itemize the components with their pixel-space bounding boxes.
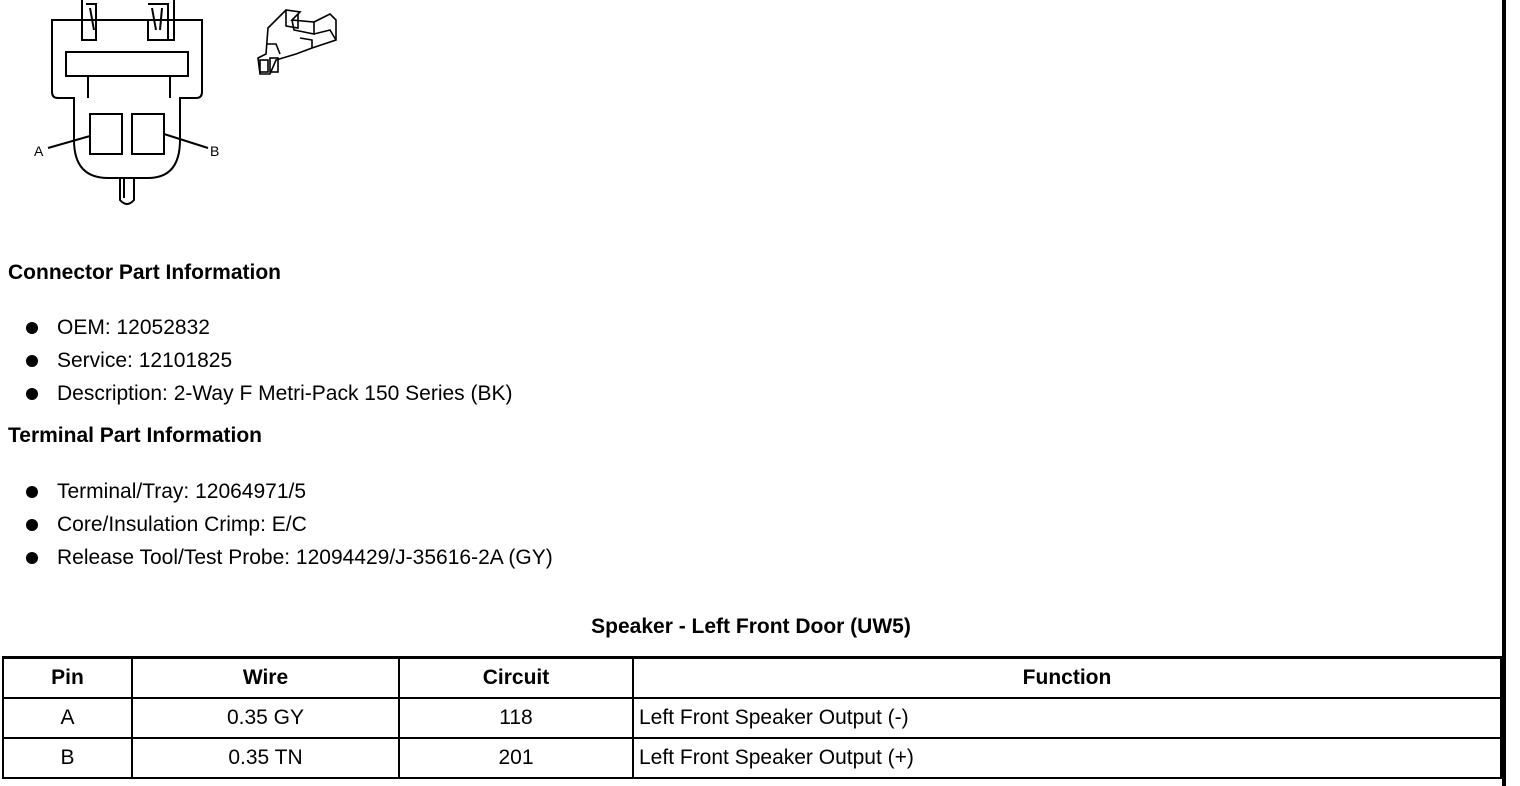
list-item — [24, 508, 553, 541]
bullet-icon — [26, 322, 38, 334]
cell-circuit: 118 — [399, 698, 633, 738]
connector-part-info-list — [24, 311, 513, 410]
list-item-text: Release Tool/Test Probe: 12094429/J-35616-2A (GY) — [57, 546, 553, 569]
header-wire: Wire — [132, 658, 399, 699]
bullet-icon — [26, 486, 38, 498]
cell-pin: A — [3, 698, 132, 738]
bullet-icon — [26, 519, 38, 531]
list-item-text: Description: 2-Way F Metri-Pack 150 Series (BK) — [57, 382, 513, 405]
connector-part-info-heading: Connector Part Information — [8, 261, 282, 284]
bullet-icon — [26, 355, 38, 367]
cavity-a — [90, 114, 122, 154]
list-item-text: Core/Insulation Crimp: E/C — [57, 513, 307, 536]
list-item-text: Service: 12101825 — [57, 349, 233, 372]
connector-illustration — [30, 0, 350, 215]
pin-table — [2, 656, 1502, 779]
pin-table-title: Speaker - Left Front Door (UW5) — [591, 615, 911, 638]
list-item — [24, 377, 513, 410]
bullet-icon — [26, 388, 38, 400]
list-item-text: Terminal/Tray: 12064971/5 — [57, 480, 307, 503]
pin-label-a: A — [34, 143, 44, 159]
list-item — [24, 311, 513, 344]
pin-label-b: B — [210, 143, 220, 159]
cell-function: Left Front Speaker Output (-) — [633, 698, 1501, 738]
list-item-text: OEM: 12052832 — [57, 316, 210, 339]
connector-perspective-icon — [258, 10, 336, 74]
page-right-border — [1502, 0, 1506, 786]
list-item — [24, 475, 553, 508]
cell-circuit: 201 — [399, 738, 633, 778]
header-function: Function — [633, 658, 1501, 699]
cell-pin: B — [3, 738, 132, 778]
connector-drawing — [30, 0, 350, 215]
list-item — [24, 344, 513, 377]
table-row — [3, 738, 1501, 778]
cell-wire: 0.35 TN — [132, 738, 399, 778]
cell-wire: 0.35 GY — [132, 698, 399, 738]
header-pin: Pin — [3, 658, 132, 699]
header-circuit: Circuit — [399, 658, 633, 699]
bullet-icon — [26, 552, 38, 564]
terminal-part-info-list — [24, 475, 553, 574]
table-header-row — [3, 658, 1501, 699]
cavity-b — [132, 114, 164, 154]
table-row — [3, 698, 1501, 738]
cell-function: Left Front Speaker Output (+) — [633, 738, 1501, 778]
list-item — [24, 541, 553, 574]
terminal-part-info-heading: Terminal Part Information — [8, 424, 262, 447]
